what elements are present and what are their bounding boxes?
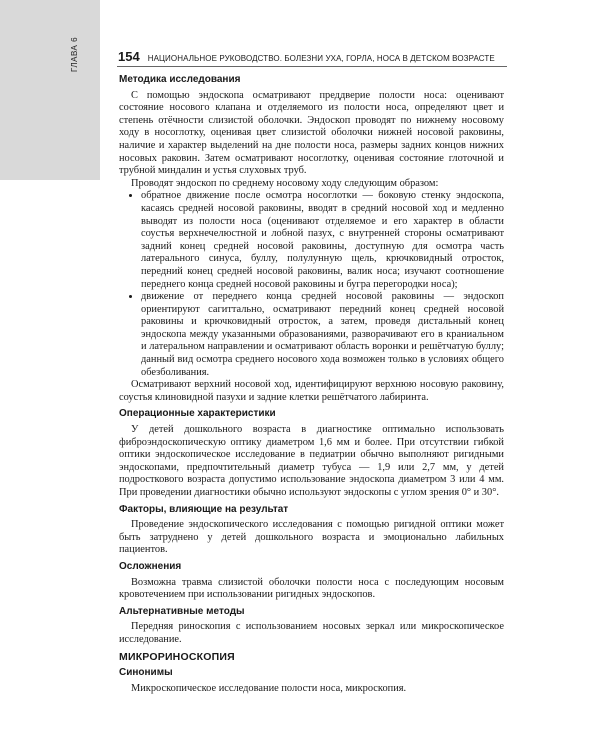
paragraph: Проводят эндоскоп по среднему носовому ходу следующим образом:	[131, 177, 439, 189]
heading-complications: Осложнения	[119, 560, 182, 572]
list-item: • обратное движение после осмотра носоглотки — боковую стенку эндоскопа, касаясь средней носовой раковины, вводят в средний носовой ход и медленно выводят из полости носа (оценивают отделяемое и его характер в области соустья верхнечелюстной и лобной пазух, с внутренней стороны осматривают задний конец средней носовой раковины, доступную для осмотра часть латерального синуса, буллу, полулунную щель, крючковидный отросток, передний конец средней носовой раковины, валик носа; изучают соотношение переднего конца средней носовой раковины и бугра перегородки носа);	[141, 190, 504, 291]
heading-synonyms: Синонимы	[119, 667, 173, 679]
bullet-list	[119, 190, 504, 379]
header-rule	[117, 66, 507, 67]
page-content	[119, 70, 504, 695]
chapter-label: ГЛАВА 6	[70, 36, 79, 72]
paragraph: Осматривают верхний носовой ход, идентифицируют верхнюю носовую раковину, соустья клиновидной пазухи и задние клетки решётчатого лабиринта.	[119, 379, 504, 403]
heading-operational: Операционные характеристики	[119, 408, 276, 420]
paragraph: Проведение эндоскопического исследования с помощью ригидной оптики может быть затруднено у детей дошкольного возраста и эмоционально лабильных пациентов.	[119, 519, 504, 556]
page-header	[118, 49, 508, 64]
chapter-tab	[0, 0, 100, 180]
heading-alternative: Альтернативные методы	[119, 605, 245, 617]
list-item: • движение от переднего конца средней носовой раковины — эндоскоп ориентируют сагиттально, осматривают передний конец средней носовой раковины и крючковидный отросток, а затем, проведя дистальный конец эндоскопа между указанными образованиями, разворачивают его в краниальном и латеральном направлении и осматривают область воронки и решётчатую буллу; данный вид осмотра среднего носового хода возможен только в условиях общего обезболивания.	[141, 291, 504, 379]
paragraph: Возможна травма слизистой оболочки полости носа с последующим носовым кровотечением при использовании ригидных эндоскопов.	[119, 576, 504, 601]
paragraph: С помощью эндоскопа осматривают преддверие полости носа: оценивают состояние носового клапана и отделяемого из полости носа, определяют цвет и степень отёчности слизистой оболочки. Эндоскоп проводят по нижнему носовому ходу в носоглотку, оценивая цвет слизистой оболочки нижней носовой раковины, наличие и характер выделений на дне полости носа, размеры задних концов нижних носовых раковин. Затем осматривают носоглотку, оценивая состояние глоточной и трубной миндалин и устья слуховых труб.	[119, 89, 504, 177]
heading-factors: Факторы, влияющие на результат	[119, 503, 289, 515]
paragraph: Микроскопическое исследование полости носа, микроскопия.	[131, 682, 407, 694]
heading-microrhinoscopy: МИКРОРИНОСКОПИЯ	[119, 650, 235, 663]
paragraph: У детей дошкольного возраста в диагностике оптимально использовать фиброэндоскопическую оптику диаметром 1,6 мм и более. При отсутствии гибкой оптики эндоскопическое исследование в педиатрии обычно выполняют ригидными эндоскопами, предпочтительный диаметр тубуса — 1,9 или 2,7 мм, у детей подросткового возраста допустимо использование эндоскопа диаметром 3 или 4 мм. При проведении диагностики обычно используют эндоскопы с углом зрения 0° и 30°.	[119, 424, 504, 498]
running-title: НАЦИОНАЛЬНОЕ РУКОВОДСТВО. БОЛЕЗНИ УХА, ГОРЛА, НОСА В ДЕТСКОМ ВОЗРАСТЕ	[147, 54, 495, 63]
heading-method: Методика исследования	[119, 74, 241, 85]
paragraph: Передняя риноскопия с использованием носовых зеркал или микроскопическое исследование.	[119, 621, 504, 645]
page-number: 154	[118, 49, 140, 64]
